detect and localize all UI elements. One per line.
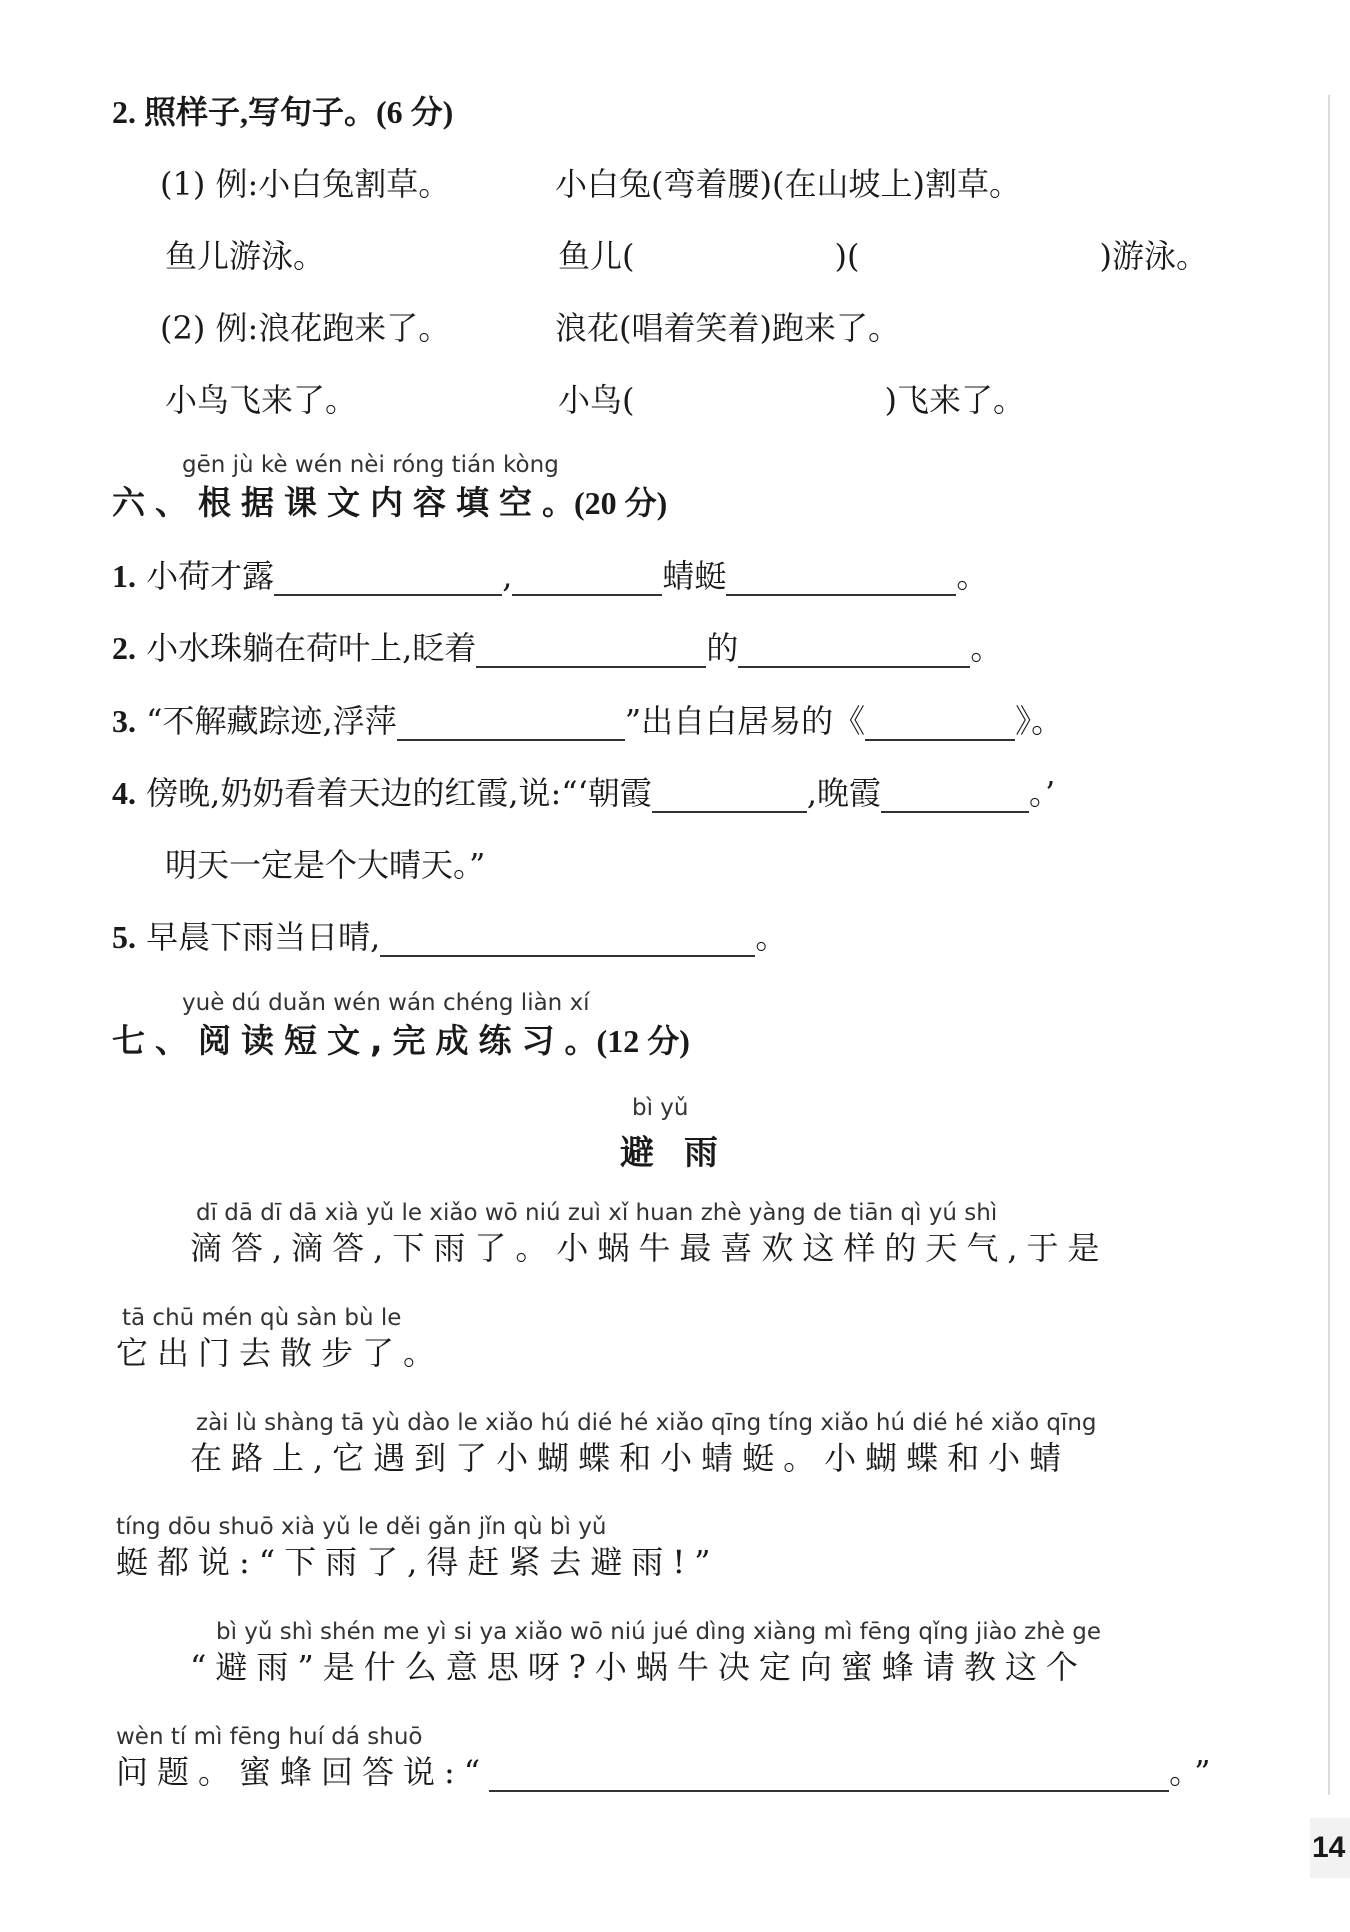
item-text: 傍晚,奶奶看着天边的红霞,说:“‘朝霞 [146, 774, 652, 812]
story-pinyin-3: zài lù shàng tā yù dào le xiǎo hú dié hé xiǎo qīng tíng xiǎo hú dié hé xiǎo qīng [196, 1410, 1097, 1436]
story-title-pinyin: bì yǔ [632, 1095, 689, 1121]
item-text: 。 [755, 918, 788, 956]
page-number: 14 [1310, 1818, 1350, 1878]
q2-answer1-start: 鱼儿( [558, 237, 635, 275]
sec6-score: 。(20 分) [542, 485, 668, 521]
story-line-5: “避雨”是什么意思呀?小蜗牛决定向蜜蜂请教这个 [190, 1648, 1087, 1686]
story-line-4: 蜓都说:“下雨了,得赶紧去避雨!” [116, 1543, 720, 1581]
item-text: 。 [956, 557, 989, 595]
story-pinyin-5: bì yǔ shì shén me yì si ya xiǎo wō niú jué dìng xiàng mì fēng qǐng jiào zhè ge [216, 1619, 1101, 1645]
item-text: 小水珠躺在荷叶上,眨着 [146, 629, 477, 667]
item-number: 4. [112, 775, 136, 811]
sec7-title: 七、阅读短文,完成练习 [112, 1021, 565, 1060]
item-text: 。 [970, 629, 1003, 667]
sec7-heading [112, 1021, 690, 1061]
fill-blank[interactable] [512, 562, 662, 596]
fill-blank[interactable] [274, 562, 502, 596]
q2-answer2-end: )飞来了。 [884, 381, 1025, 419]
item-number: 3. [112, 703, 136, 739]
fill-blank[interactable] [881, 779, 1029, 813]
q2-example1-original: (1) 例:小白兔割草。 [160, 165, 451, 203]
sec7-score: 。(12 分) [564, 1023, 690, 1059]
fill-blank[interactable] [380, 923, 755, 957]
sec6-pinyin: gēn jù kè wén nèi róng tián kòng [182, 452, 559, 478]
story-title: 避雨 [620, 1133, 748, 1173]
sec6-item-2 [112, 628, 1002, 668]
q2-answer1-mid: )( [834, 237, 860, 275]
sec6-heading [112, 483, 667, 523]
q2-answer2-start: 小鸟( [558, 381, 635, 419]
item-text: ,晚霞 [806, 774, 882, 812]
item-text: , [502, 557, 513, 595]
fill-blank[interactable] [865, 707, 1015, 741]
q2-header-text: 2. 照样子,写句子。(6 分) [112, 94, 454, 130]
item-number: 5. [112, 919, 136, 955]
item-text: 。’ [1029, 774, 1056, 812]
q2-answer1-line [558, 236, 1208, 276]
story-pinyin-2: tā chū mén qù sàn bù le [122, 1305, 402, 1331]
q2-header [112, 92, 453, 132]
item-number: 1. [112, 558, 136, 594]
q2-example2-expanded: 浪花(唱着笑着)跑来了。 [555, 309, 900, 347]
fill-blank[interactable] [397, 707, 625, 741]
q2-question2: 小鸟飞来了。 [165, 381, 358, 419]
story-line-6-end: 。” [1169, 1753, 1220, 1791]
q2-answer1-end: )游泳。 [1099, 237, 1208, 275]
story-line-2: 它出门去散步了。 [116, 1334, 445, 1372]
sec6-item-4 [112, 773, 1055, 813]
fill-blank[interactable] [726, 562, 956, 596]
fill-blank[interactable] [476, 634, 706, 668]
story-line-6 [116, 1752, 1220, 1792]
item-text: “不解藏踪迹,浮萍 [146, 702, 397, 740]
fill-blank[interactable] [489, 1758, 1169, 1792]
story-line-6-text: 问题。蜜蜂回答说:“ [116, 1753, 490, 1791]
sec6-item-4-continued: 明天一定是个大晴天。” [165, 846, 486, 884]
item-text: 蜻蜓 [662, 557, 727, 595]
item-text: ”出自白居易的《 [624, 702, 866, 740]
item-text: 》。 [1015, 702, 1064, 740]
story-pinyin-4: tíng dōu shuō xià yǔ le děi gǎn jǐn qù bì yǔ [116, 1514, 607, 1540]
sec6-item-5 [112, 917, 787, 957]
sec7-pinyin: yuè dú duǎn wén wán chéng liàn xí [182, 990, 590, 1016]
sec6-item-1 [112, 556, 988, 596]
q2-example2-original: (2) 例:浪花跑来了。 [160, 309, 451, 347]
sec6-item-3 [112, 701, 1063, 741]
q2-question1: 鱼儿游泳。 [165, 237, 326, 275]
sec6-title: 六、根据课文内容填空 [112, 483, 542, 522]
item-number: 2. [112, 630, 136, 666]
item-text: 小荷才露 [146, 557, 275, 595]
fill-blank[interactable] [652, 779, 807, 813]
story-pinyin-6: wèn tí mì fēng huí dá shuō [116, 1724, 423, 1750]
page-edge-rule [1328, 95, 1330, 1795]
item-text: 的 [706, 629, 739, 667]
story-line-3: 在路上,它遇到了小蝴蝶和小蜻蜓。小蝴蝶和小蜻 [190, 1439, 1071, 1477]
q2-example1-expanded: 小白兔(弯着腰)(在山坡上)割草。 [555, 165, 1021, 203]
q2-answer2-line [558, 380, 1025, 420]
story-pinyin-1: dī dā dī dā xià yǔ le xiǎo wō niú zuì xǐ huan zhè yàng de tiān qì yú shì [196, 1200, 998, 1226]
fill-blank[interactable] [738, 634, 970, 668]
story-line-1: 滴答,滴答,下雨了。小蜗牛最喜欢这样的天气,于是 [190, 1229, 1109, 1267]
item-text: 早晨下雨当日晴, [146, 918, 381, 956]
